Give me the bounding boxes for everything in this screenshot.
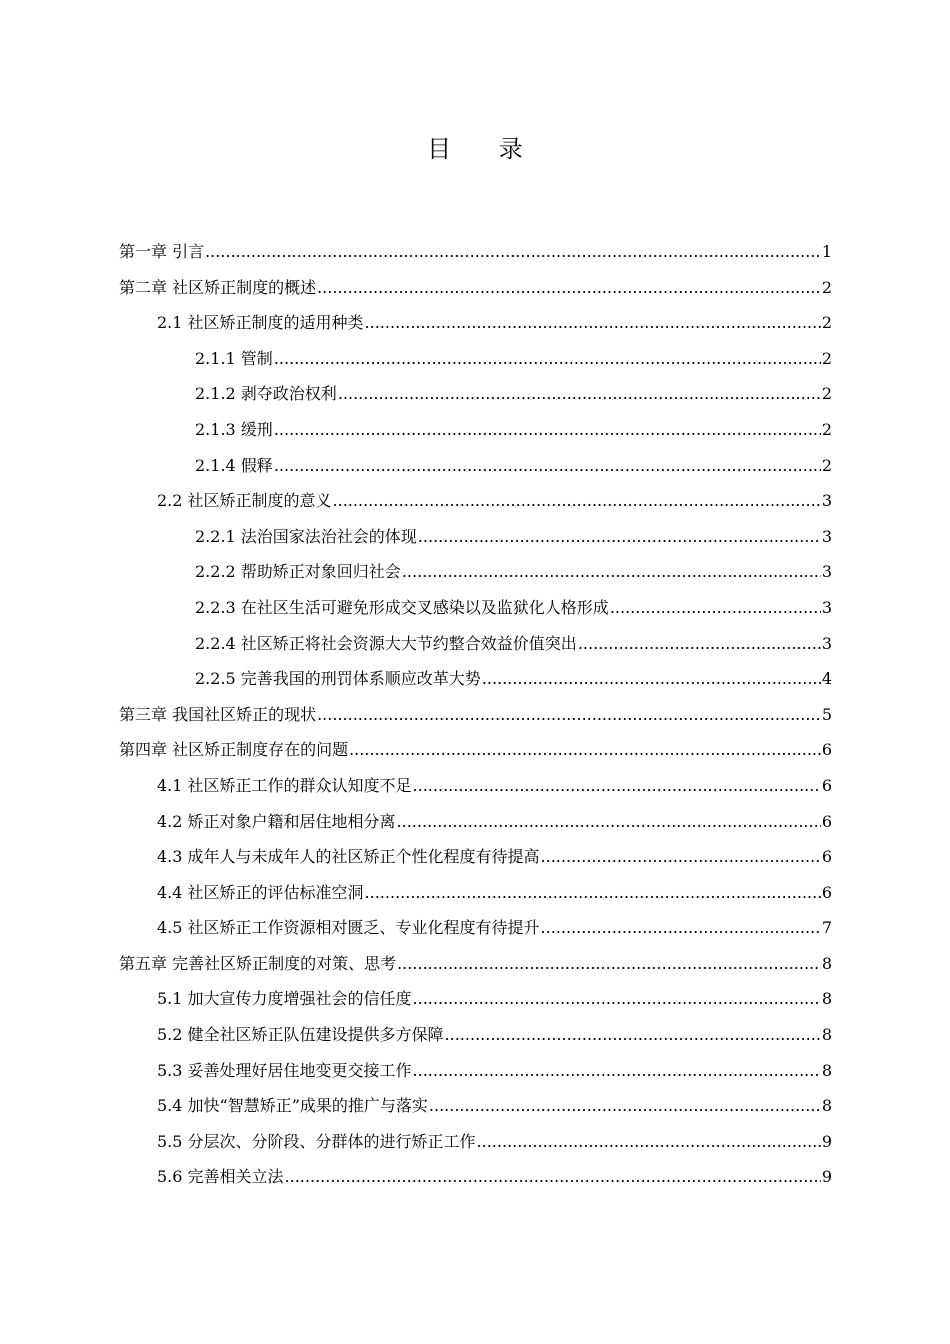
- toc-entry[interactable]: [119, 626, 832, 662]
- toc-entry[interactable]: [119, 875, 832, 911]
- dot-leader: [541, 839, 821, 875]
- toc-entry-page-number: 2: [821, 277, 832, 297]
- dot-leader: [413, 768, 821, 804]
- toc-entry[interactable]: [119, 590, 832, 626]
- toc-entry[interactable]: [119, 1159, 832, 1195]
- dot-leader: [333, 483, 821, 519]
- toc-entry-page-number: 3: [821, 562, 832, 582]
- dot-leader: [482, 661, 821, 697]
- toc-entry[interactable]: [119, 981, 832, 1017]
- toc-entry-label: 2.1.1 管制: [195, 348, 273, 368]
- dot-leader: [274, 448, 821, 484]
- toc-entry-page-number: 3: [821, 633, 832, 653]
- toc-entry-label: 2.2.2 帮助矫正对象回归社会: [195, 562, 401, 582]
- toc-entry[interactable]: [119, 1053, 832, 1089]
- toc-entry-page-number: 4: [821, 669, 832, 689]
- toc-entry-page-number: 6: [821, 740, 832, 760]
- toc-entry-label: 4.1 社区矫正工作的群众认知度不足: [157, 775, 412, 795]
- dot-leader: [477, 1124, 821, 1160]
- dot-leader: [365, 305, 821, 341]
- dot-leader: [349, 732, 821, 768]
- toc-entry[interactable]: [119, 910, 832, 946]
- toc-entry[interactable]: [119, 448, 832, 484]
- dot-leader: [578, 626, 821, 662]
- toc-entry[interactable]: [119, 483, 832, 519]
- dot-leader: [285, 1159, 821, 1195]
- toc-entry[interactable]: [119, 697, 832, 733]
- toc-entry-page-number: 9: [821, 1131, 832, 1151]
- toc-entry-label: 5.2 健全社区矫正队伍建设提供多方保障: [157, 1025, 444, 1045]
- toc-entry-label: 5.6 完善相关立法: [157, 1167, 284, 1187]
- toc-entry-label: 4.5 社区矫正工作资源相对匮乏、专业化程度有待提升: [157, 918, 540, 938]
- toc-entry-page-number: 8: [821, 1060, 832, 1080]
- toc-entry[interactable]: [119, 412, 832, 448]
- toc-entry[interactable]: [119, 519, 832, 555]
- dot-leader: [610, 590, 821, 626]
- dot-leader: [338, 376, 821, 412]
- toc-entry[interactable]: [119, 376, 832, 412]
- toc-entry[interactable]: [119, 804, 832, 840]
- dot-leader: [317, 270, 821, 306]
- toc-entry-label: 第五章 完善社区矫正制度的对策、思考: [119, 953, 397, 973]
- dot-leader: [274, 341, 821, 377]
- dot-leader: [418, 519, 821, 555]
- toc-entry-label: 5.5 分层次、分阶段、分群体的进行矫正工作: [157, 1131, 476, 1151]
- toc-entry[interactable]: [119, 839, 832, 875]
- dot-leader: [402, 554, 821, 590]
- toc-entry-page-number: 6: [821, 811, 832, 831]
- toc-entry-page-number: 8: [821, 989, 832, 1009]
- toc-entry[interactable]: [119, 768, 832, 804]
- toc-entry[interactable]: [119, 1017, 832, 1053]
- toc-entry-label: 2.2.3 在社区生活可避免形成交叉感染以及监狱化人格形成: [195, 597, 609, 617]
- dot-leader: [397, 804, 821, 840]
- toc-entry-page-number: 1: [821, 242, 832, 261]
- toc-entry[interactable]: [119, 270, 832, 306]
- toc-entry-page-number: 8: [821, 1025, 832, 1045]
- toc-entry-label: 第四章 社区矫正制度存在的问题: [119, 740, 349, 760]
- toc-entry[interactable]: [119, 554, 832, 590]
- toc-entry-label: 4.2 矫正对象户籍和居住地相分离: [157, 811, 396, 831]
- toc-entry[interactable]: [119, 341, 832, 377]
- dot-leader: [397, 946, 821, 982]
- toc-entry-page-number: 2: [821, 313, 832, 333]
- toc-entry-page-number: 5: [821, 704, 832, 724]
- page-title: 目 录: [427, 135, 543, 163]
- toc-entry-label: 5.1 加大宣传力度增强社会的信任度: [157, 989, 412, 1009]
- toc-entry-label: 5.3 妥善处理好居住地变更交接工作: [157, 1060, 412, 1080]
- toc-entry-label: 2.1.4 假释: [195, 455, 273, 475]
- toc-entry-page-number: 8: [821, 1096, 832, 1116]
- toc-entry-page-number: 6: [821, 882, 832, 902]
- dot-leader: [429, 1088, 821, 1124]
- toc-entry[interactable]: [119, 732, 832, 768]
- dot-leader: [445, 1017, 821, 1053]
- toc-entry-label: 5.4 加快“智慧矫正”成果的推广与落实: [157, 1096, 428, 1116]
- toc-entry[interactable]: [119, 1124, 832, 1160]
- toc-entry[interactable]: [119, 661, 832, 697]
- toc-entry[interactable]: [119, 946, 832, 982]
- toc-entry-label: 2.1.3 缓刑: [195, 419, 273, 439]
- toc-entry-page-number: 3: [821, 597, 832, 617]
- toc-entry-page-number: 8: [821, 953, 832, 973]
- toc-entry-label: 2.1.2 剥夺政治权利: [195, 384, 337, 404]
- dot-leader: [365, 875, 821, 911]
- toc-entry-label: 第三章 我国社区矫正的现状: [119, 704, 317, 724]
- toc-entry[interactable]: [119, 1088, 832, 1124]
- toc-entry-page-number: 3: [821, 526, 832, 546]
- dot-leader: [205, 234, 821, 270]
- table-of-contents: [119, 234, 832, 1195]
- toc-entry-page-number: 6: [821, 775, 832, 795]
- toc-entry-page-number: 3: [821, 491, 832, 511]
- toc-entry-label: 2.2.1 法治国家法治社会的体现: [195, 526, 417, 546]
- toc-entry-label: 2.1 社区矫正制度的适用种类: [157, 313, 364, 333]
- toc-entry-page-number: 2: [821, 348, 832, 368]
- dot-leader: [317, 697, 821, 733]
- toc-entry-label: 4.3 成年人与未成年人的社区矫正个性化程度有待提高: [157, 847, 540, 867]
- toc-entry-page-number: 2: [821, 384, 832, 404]
- toc-entry-page-number: 2: [821, 419, 832, 439]
- toc-entry-label: 第一章 引言: [119, 242, 205, 261]
- dot-leader: [541, 910, 821, 946]
- toc-entry-label: 2.2 社区矫正制度的意义: [157, 491, 332, 511]
- toc-entry-page-number: 7: [821, 918, 832, 938]
- toc-entry[interactable]: [119, 234, 832, 270]
- dot-leader: [413, 1053, 821, 1089]
- toc-entry-page-number: 2: [821, 455, 832, 475]
- toc-entry-label: 第二章 社区矫正制度的概述: [119, 277, 317, 297]
- toc-entry-label: 2.2.5 完善我国的刑罚体系顺应改革大势: [195, 669, 481, 689]
- dot-leader: [413, 981, 821, 1017]
- toc-entry-label: 4.4 社区矫正的评估标准空洞: [157, 882, 364, 902]
- toc-entry-label: 2.2.4 社区矫正将社会资源大大节约整合效益价值突出: [195, 633, 577, 653]
- toc-entry-page-number: 6: [821, 847, 832, 867]
- toc-entry[interactable]: [119, 305, 832, 341]
- toc-entry-page-number: 9: [821, 1167, 832, 1187]
- dot-leader: [274, 412, 821, 448]
